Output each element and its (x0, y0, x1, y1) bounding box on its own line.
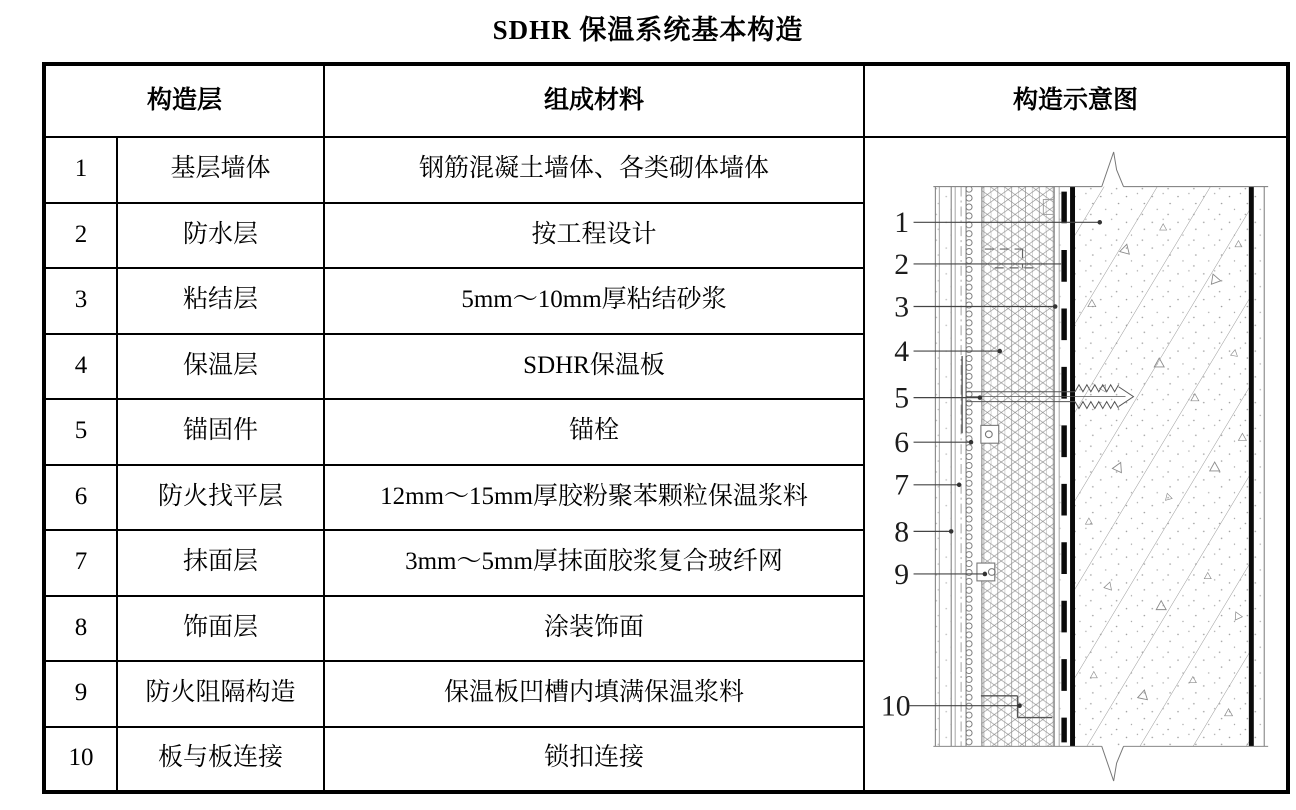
header-row (44, 64, 1288, 137)
material: 12mm～15mm厚胶粉聚苯颗粒保温浆料 (324, 465, 864, 531)
table-row (44, 137, 1288, 203)
material: 3mm～5mm厚抹面胶浆复合玻纤网 (324, 530, 864, 596)
row-num: 3 (44, 268, 117, 334)
concrete-wall-layer (1075, 186, 1249, 746)
diagram-label-10: 10 (880, 690, 911, 723)
layer-name: 防火找平层 (117, 465, 324, 531)
header-material: 组成材料 (324, 64, 864, 137)
material: 钢筋混凝土墙体、各类砌体墙体 (324, 137, 864, 203)
diagram-label-7: 7 (893, 469, 909, 502)
layer-name: 抹面层 (117, 530, 324, 596)
insulation-board-layer (981, 186, 1061, 746)
leveling-granule-layer (966, 186, 982, 746)
material: 按工程设计 (324, 203, 864, 269)
layer-name: 保温层 (117, 334, 324, 400)
row-num: 9 (44, 661, 117, 727)
diagram-label-8: 8 (893, 515, 909, 548)
material: 涂装饰面 (324, 596, 864, 662)
diagram-label-9: 9 (893, 558, 909, 591)
diagram-label-1: 1 (893, 206, 909, 239)
construction-diagram (864, 137, 1288, 792)
diagram-labels (880, 207, 910, 722)
header-layer: 构造层 (44, 64, 324, 137)
finish-render-layers (935, 186, 961, 746)
row-num: 2 (44, 203, 117, 269)
row-num: 1 (44, 137, 117, 203)
row-num: 4 (44, 334, 117, 400)
row-num: 8 (44, 596, 117, 662)
header-diagram: 构造示意图 (864, 64, 1288, 137)
material: 5mm～10mm厚粘结砂浆 (324, 268, 864, 334)
row-num: 5 (44, 399, 117, 465)
section-break-bottom (933, 746, 1268, 781)
wall-inner-strip (1254, 186, 1264, 746)
row-num: 7 (44, 530, 117, 596)
material: 锚栓 (324, 399, 864, 465)
wall-section-drawing (866, 139, 1286, 790)
layer-name: 粘结层 (117, 268, 324, 334)
layer-name: 锚固件 (117, 399, 324, 465)
material: 锁扣连接 (324, 727, 864, 793)
diagram-label-4: 4 (893, 335, 909, 368)
row-num: 10 (44, 727, 117, 793)
layer-name: 板与板连接 (117, 727, 324, 793)
section-break-top (933, 151, 1268, 186)
diagram-label-2: 2 (893, 248, 909, 281)
diagram-label-5: 5 (893, 382, 909, 415)
construction-table (42, 62, 1290, 794)
layer-name: 饰面层 (117, 596, 324, 662)
material: 保温板凹槽内填满保温浆料 (324, 661, 864, 727)
layer-name: 基层墙体 (117, 137, 324, 203)
layer-name: 防水层 (117, 203, 324, 269)
row-num: 6 (44, 465, 117, 531)
material: SDHR保温板 (324, 334, 864, 400)
page-title: SDHR 保温系统基本构造 (492, 15, 804, 45)
diagram-label-6: 6 (893, 426, 909, 459)
diagram-label-3: 3 (893, 290, 909, 323)
layer-name: 防火阻隔构造 (117, 661, 324, 727)
